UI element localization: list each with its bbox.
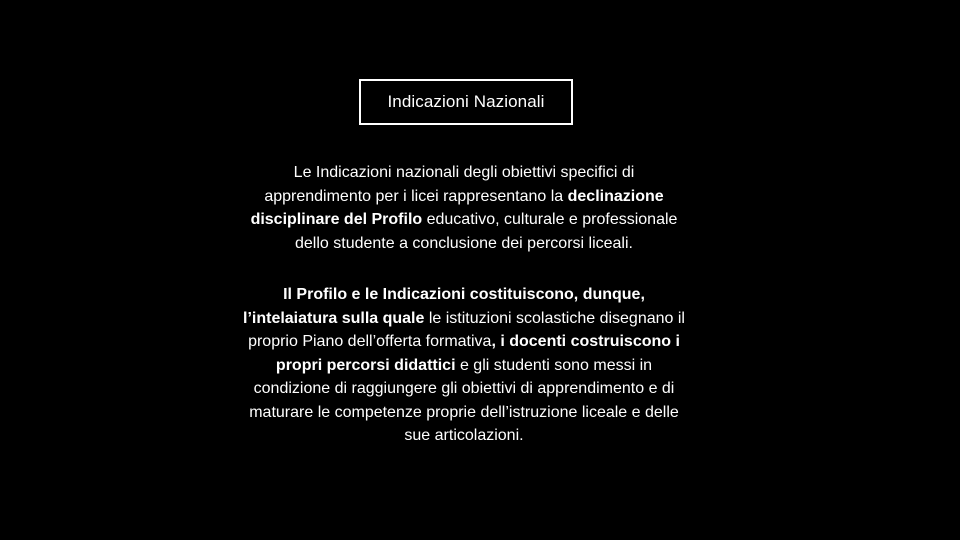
- text-line: [200, 330, 728, 354]
- title-box: [359, 79, 573, 125]
- text-segment: condizione di raggiungere gli obiettivi di apprendimento e di: [253, 380, 675, 397]
- bold-segment: Il Profilo e le Indicazioni costituiscono, dunque,: [283, 286, 645, 303]
- text-line: [200, 307, 728, 331]
- text-line: [200, 185, 728, 209]
- text-line: [200, 354, 728, 378]
- text-line: [200, 377, 728, 401]
- text-segment: maturare le competenze proprie dell’istruzione liceale e delle: [249, 403, 679, 421]
- text-segment: dello studente a conclusione dei percorsi liceali.: [295, 234, 633, 252]
- text-line: [200, 161, 728, 185]
- text-segment: e gli studenti sono messi in: [455, 356, 653, 374]
- text-segment: apprendimento per i licei rappresentano la: [264, 187, 568, 205]
- bold-segment: propri percorsi didattici: [275, 356, 456, 374]
- bold-segment: disciplinare del Profilo: [250, 211, 423, 228]
- paragraph-intro: [200, 161, 728, 255]
- text-segment: le istituzioni scolastiche disegnano il: [424, 309, 685, 327]
- text-segment: Le Indicazioni nazionali degli obiettivi specifici di: [293, 164, 635, 181]
- text-line: [200, 283, 728, 307]
- slide-title: Indicazioni Nazionali: [387, 92, 545, 111]
- text-line: [200, 208, 728, 232]
- text-segment: sue articolazioni.: [404, 427, 524, 444]
- text-line: [200, 232, 728, 256]
- text-line: [200, 424, 728, 448]
- bold-segment: declinazione: [567, 187, 664, 205]
- text-segment: proprio Piano dell’offerta formativa: [248, 333, 492, 350]
- bold-segment: l’intelaiatura sulla quale: [243, 309, 425, 327]
- text-segment: educativo, culturale e professionale: [422, 211, 678, 228]
- paragraph-profile: [200, 283, 728, 448]
- bold-segment: , i docenti costruiscono i: [491, 333, 680, 350]
- text-line: [200, 401, 728, 425]
